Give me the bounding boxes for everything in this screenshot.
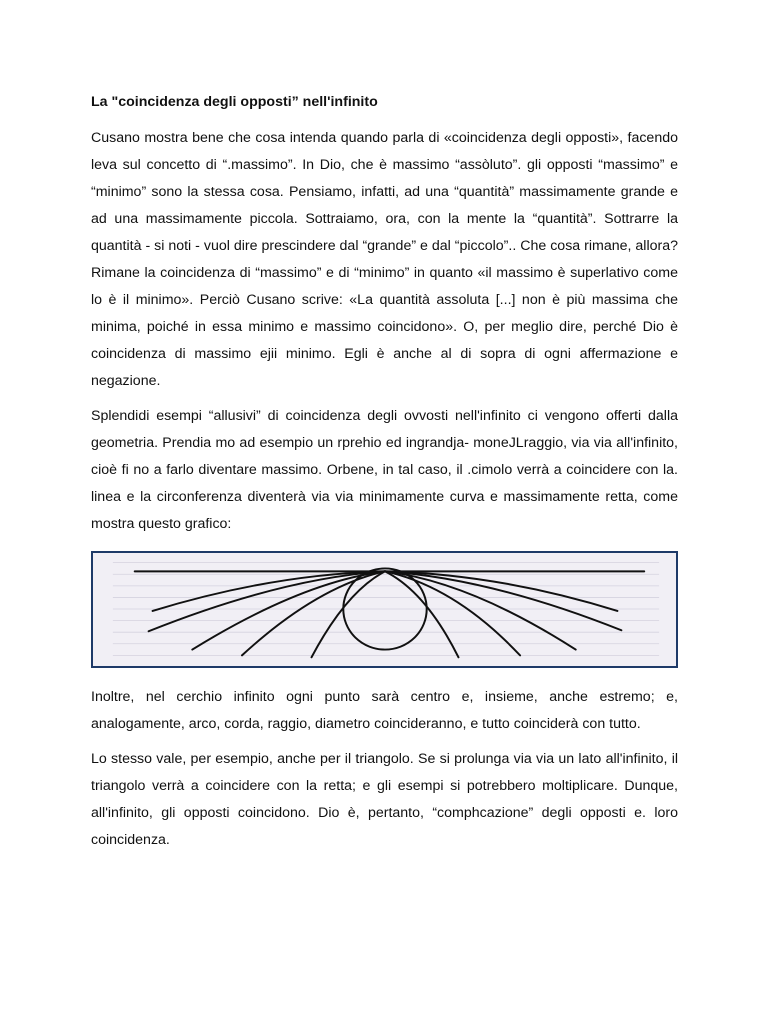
circle-curves-diagram-icon [91,551,678,668]
paragraph-coincidenza: Cusano mostra bene che cosa intenda quando parla di «coincidenza degli opposti», facendo leva sul concetto di “.massimo”. In Dio, che è massimo “assòluto”. gli opposti “massimo” e “minimo” sono la stessa cosa. Pensiamo, infatti, ad una “quantità” massimamente grande e ad una massimamente piccola. Sottraiamo, ora, con la mente la “quantità”. Sottrarre la quantità - si noti - vuol dire prescindere dal “grande” e dal “piccolo”.. Che cosa rimane, allora? Rimane la coincidenza di “massimo” e di “minimo” in quanto «il massimo è superlativo come lo è il minimo». Perciò Cusano scrive: «La quantità assoluta [...] non è più massima che minima, poiché in essa minimo e massimo coincidono». O, per meglio dire, perché Dio è coincidenza di massimo ejii minimo. Egli è anche al di sopra di ogni affermazione e negazione. [91,130,678,389]
paragraph-triangolo: Lo stesso vale, per esempio, anche per il triangolo. Se si prolunga via via un lato all'infinito, il triangolo verrà a coincidere con la retta; e gli esempi si potrebbero moltiplicare. Dunque, all'infinito, gli opposti coincidono. Dio è, pertanto, “comphcazione” degli opposti e. loro coincidenza. [91,751,678,848]
document-title: La "coincidenza degli opposti” nell'infinito [91,94,378,110]
paragraph-geometria: Splendidi esempi “allusivi” di coincidenza degli ovvosti nell'infinito ci vengono offerti dalla geometria. Prendia mo ad esempio un rprehio ed ingrandja- moneJLraggio, via via all'infinito, cioè fi no a farlo diventare massimo. Orbene, in tal caso, il .cimolo verrà a coincidere con la. linea e la circonferenza diventerà via via minimamente curva e massimamente retta, come mostra questo grafico: [91,408,678,532]
background-bleed [113,563,659,656]
paragraph-cerchio-infinito: Inoltre, nel cerchio infinito ogni punto sarà centro e, insieme, anche estremo; e, analogamente, arco, corda, raggio, diametro coincideranno, e tutto coinciderà con tutto. [91,689,678,732]
curve-right-5 [385,571,458,657]
diagram-svg [93,553,676,666]
